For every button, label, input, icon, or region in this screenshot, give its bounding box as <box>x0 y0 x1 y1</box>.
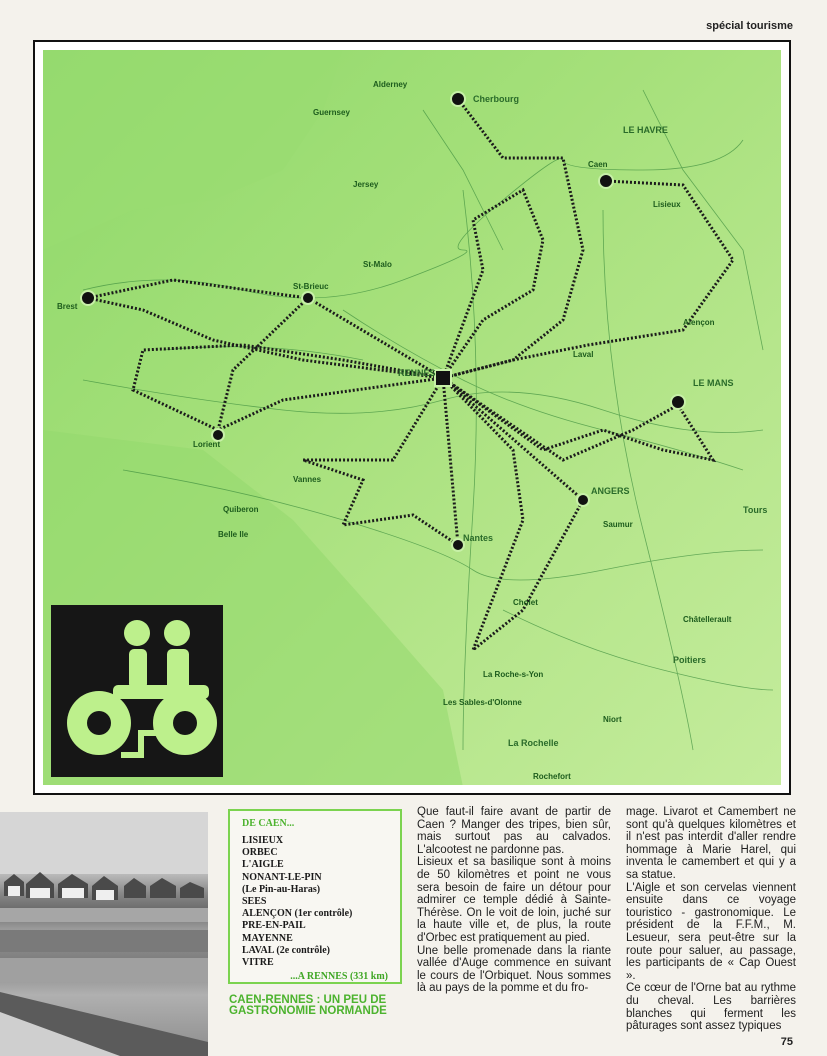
map-label: Laval <box>573 350 594 359</box>
itinerary-box <box>228 809 402 984</box>
article-paragraph: Une belle promenade dans la riante vallée d'Auge commence en suivant le cours de l'Orbiquet. Nous sommes là au pays de la pomme et du fro- <box>417 944 611 995</box>
map-label: Brest <box>57 302 78 311</box>
itinerary-stop: ALENÇON (1er contrôle) <box>242 908 353 920</box>
article-paragraph: Lisieux et sa basilique sont à moins de 50 kilomètres et point ne vous sera besoin de faire un détour pour admirer ce temple dédié à Sainte-Thérèse. On le voit de loin, juché sur la haute ville et, de plus, la route d'Orbec est pratiquement au pied. <box>417 856 611 944</box>
map-label: Les Sables-d'Olonne <box>443 698 522 707</box>
map-label: RENNES <box>398 368 436 378</box>
map-label: Lisieux <box>653 200 681 209</box>
itinerary-stop: VITRE <box>242 957 274 969</box>
map-label: Jersey <box>353 180 379 189</box>
itinerary-stop: PRE-EN-PAIL <box>242 920 306 932</box>
itinerary-title: DE CAEN... <box>242 818 295 829</box>
map-label: Vannes <box>293 475 322 484</box>
route-map <box>43 50 781 785</box>
map-label: Tours <box>743 505 768 515</box>
map-label: Saumur <box>603 520 633 529</box>
itinerary-stop: ORBEC <box>242 847 278 859</box>
map-label: LE HAVRE <box>623 125 668 135</box>
article-column-1 <box>417 806 611 995</box>
map-label: Guernsey <box>313 108 350 117</box>
route-map-frame <box>33 40 791 795</box>
itinerary-stop: LAVAL (2e contrôle) <box>242 944 330 956</box>
section-heading: CAEN-RENNES : UN PEU DE GASTRONOMIE NORMANDE <box>229 994 387 1017</box>
article-paragraph: mage. Livarot et Camembert ne sont qu'à quelques kilomètres et il n'est pas interdit d'aller rendre hommage à Marie Harel, qui inventa le camembert et qui y a sa statue. <box>626 806 796 881</box>
map-label: Belle Ile <box>218 530 249 539</box>
itinerary-destination: ...A RENNES (331 km) <box>290 971 388 983</box>
map-label: Alençon <box>683 318 715 327</box>
map-label: St-Brieuc <box>293 282 329 291</box>
itinerary-stop: (Le Pin-au-Haras) <box>242 883 321 895</box>
map-label: Cherbourg <box>473 94 519 104</box>
map-label: Lorient <box>193 440 221 449</box>
itinerary-stop: NONANT-LE-PIN <box>242 871 322 883</box>
map-label: Quiberon <box>223 505 259 514</box>
map-label: Nantes <box>463 533 494 543</box>
map-label: St-Malo <box>363 260 392 269</box>
map-label: Niort <box>603 715 622 724</box>
map-label: ANGERS <box>591 486 630 496</box>
map-label: Caen <box>588 160 608 169</box>
motorcycle-with-riders-logo <box>51 605 223 777</box>
map-label: LE MANS <box>693 378 734 388</box>
map-label: Rochefort <box>533 772 571 781</box>
article-paragraph: Que faut-il faire avant de partir de Caen ? Manger des tripes, bien sûr, mais surtout pas au calvados. L'alcootest ne pardonne pas. <box>417 806 611 856</box>
page-number: 75 <box>780 1036 793 1048</box>
coastal-village-photo <box>0 812 208 1056</box>
itinerary-stop: SEES <box>242 896 267 908</box>
map-label: Châtellerault <box>683 615 732 624</box>
itinerary-stop: LISIEUX <box>242 835 284 846</box>
article-paragraph: Ce cœur de l'Orne bat au rythme du cheval. Les barrières blanches qui ferment les pâturages sont assez typiques <box>626 982 796 1033</box>
map-label: La Rochelle <box>508 738 559 748</box>
map-label: Poitiers <box>673 655 707 665</box>
article-column-2 <box>626 806 796 1033</box>
map-label: Cholet <box>513 598 538 607</box>
itinerary-stop: L'AIGLE <box>242 859 284 871</box>
map-label: Alderney <box>373 80 408 89</box>
itinerary-list <box>242 835 388 969</box>
article-paragraph: L'Aigle et son cervelas viennent ensuite dans ce voyage touristico - gastronomique. Le président de la F.F.M., M. Lesueur, sera peut-être sur la route pour saluer, au passage, les participants de « Cap Ouest ». <box>626 881 796 982</box>
map-label: La Roche-s-Yon <box>483 670 544 679</box>
itinerary-stop: MAYENNE <box>242 932 293 944</box>
section-tag: spécial tourisme <box>706 20 793 32</box>
